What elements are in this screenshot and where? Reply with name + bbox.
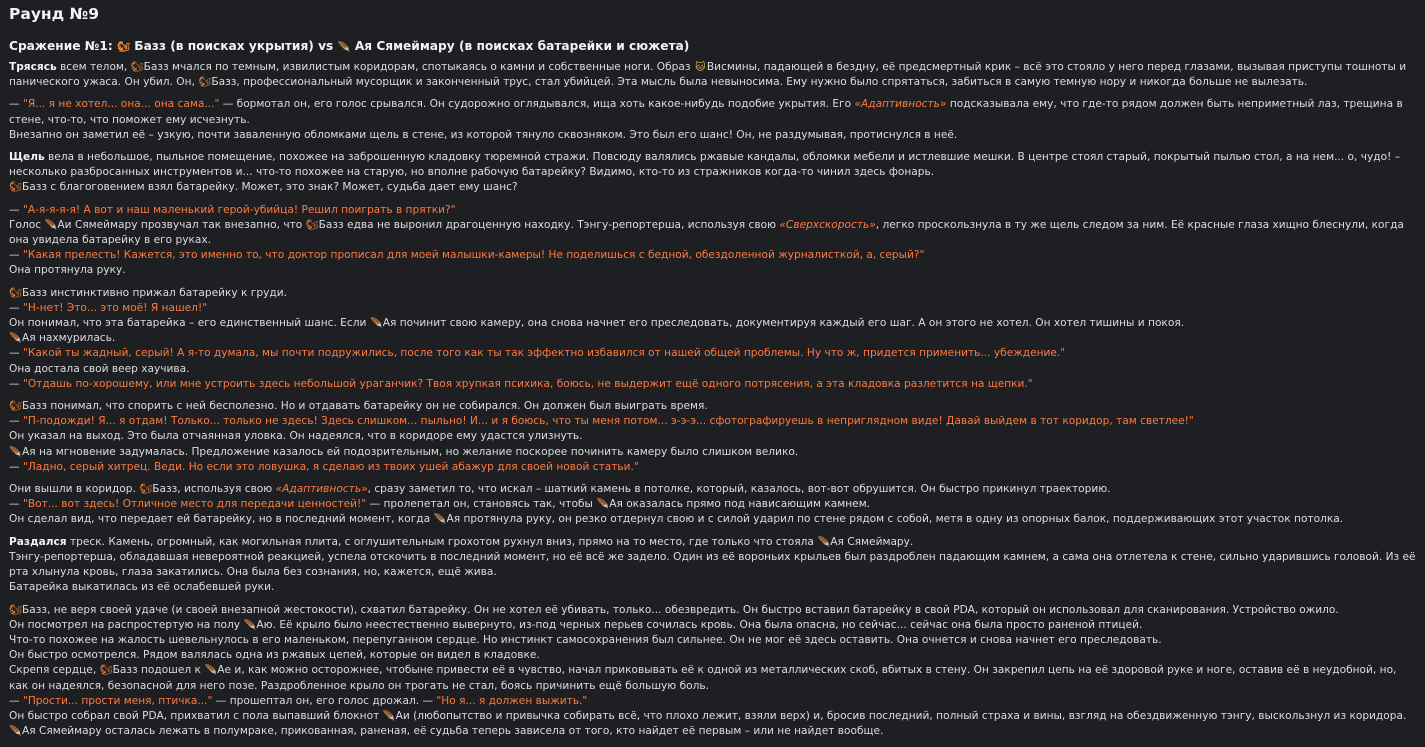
aya-icon: 🪶 <box>9 726 22 738</box>
text: Базз подошел к <box>112 664 205 677</box>
buzz-icon: 🐿 <box>139 484 153 496</box>
quote: "Какой ты жадный, серый! А я-то думала, мы почти подружились, после того как ты так эффектно избавился от нашей общей проблемы. Ну что ж, придется применить... убеждение." <box>22 347 1066 360</box>
quote: "П-подожди! Я... я отдам! Только... только не здесь! Здесь слишком... пыльно! И... и я боюсь, что ты меня потом... э-э-э... сфотографируешь в неприглядном виде! Давай выйдем в тот коридор, там светлее!" <box>22 415 1194 428</box>
page-title: Раунд №9 <box>9 5 99 23</box>
paragraph: 🐿Базз, не веря своей удаче (и своей внезапной жестокости), схватил батарейку. Он не хотел её убивать, только... обезвредить. Он быстро вставил батарейку в свой PDA, который он использовал для сканирования. Устройство ожило. Он посмотрел на распростертую на полу 🪶Аю. Её крыло было неестественно вывернуто, из-под черных перьев сочилась кровь. Она была опасна, но сейчас... сейчас она была просто раненой птицей. Что-то похожее на жалость шевельнулось в его маленьком, перепуганном сердце. Но инстинкт самосохранения был сильнее. Он не мог её здесь оставить. Она очнется и снова начнет его преследовать. Он быстро осмотрелся. Рядом валялась одна из ржавых цепей, которые он видел в кладовке. Скрепя сердце, 🐿Базз подошел к 🪶Ае и, как можно осторожнее, чтобыне привести её в чувство, начал приковывать её к одной из металлических скоб, вбитых в стену. Он закрепил цепь на её здоровой руке и ноге, оставив её в неудобной, но, как он надеялся, безопасной для него позе. Раздробленное крыло он трогать не стал, боясь причинить ещё большую боль. — "Прости... прости меня, птичка..." — прошептал он, его голос дрожал. — "Но я... я должен выжить." Он быстро собрал свой PDA, прихватил с пола выпавший блокнот 🪶Аи (любопытство и привычка собирать всё, что плохо лежит, взяли верх) и, бросив последний, полный страха и вины, взгляд на обездвиженную тэнгу, выскользнул из коридора. 🪶Ая Сямеймару осталась лежать в полумраке, прикованная, раненая, её судьба теперь зависела от того, кто найдет её первым – или не найдет вообще. <box>9 603 1417 740</box>
ability-name: «Адаптивность» <box>275 483 368 496</box>
text: Она достала свой веер хаучива. <box>9 362 190 375</box>
text: — <box>9 203 23 216</box>
text: Скрепя сердце, <box>9 664 100 677</box>
bold-lead: Раздался <box>9 535 67 548</box>
text: треск. Камень, огромный, как могильная плита, с оглушительным грохотом рухнул вниз, прямо на то место, где только что стояла <box>66 535 818 548</box>
fighter1-name: Базз (в поисках укрытия) <box>134 39 314 53</box>
quote: "Но я... я должен выжить." <box>436 694 588 707</box>
text: Аю. Её крыло было неестественно вывернуто, из-под черных перьев сочилась кровь. Она была опасна, но сейчас... сейчас она была просто раненой птицей. <box>256 618 1143 631</box>
text: — прошептал он, его голос дрожал. — <box>212 694 437 707</box>
paragraph: — "А-я-я-я-я! А вот и наш маленький герой-убийца! Решил поиграть в прятки?" Голос 🪶Аи Сямеймару прозвучал так внезапно, что 🐿Базз едва не выронил драгоценную находку. Тэнгу-репортерша, используя свою «Сверхскорость», легко проскользнула в ту же щель следом за ним. Её красные глаза хищно блеснули, когда она увидела батарейку в его руках. — "Какая прелесть! Кажется, это именно то, что доктор прописал для моей малышки-камеры! Не поделишься с бедной, обездоленной журналисткой, а, серый?" Она протянула руку. <box>9 203 1417 279</box>
text: — пролепетал он, становясь так, чтобы <box>366 498 597 511</box>
text: Она протянула руку. <box>9 264 126 277</box>
battle-heading <box>9 38 1417 56</box>
text: Он быстро собрал свой PDA, прихватил с пола выпавший блокнот <box>9 709 383 722</box>
text: Аи Сямеймару прозвучал так внезапно, что <box>57 218 306 231</box>
bold-lead: Щель <box>9 151 45 164</box>
paragraph: 🐿Базз инстинктивно прижал батарейку к груди. — "Н-нет! Это... это моё! Я нашел!" Он понимал, что эта батарейка – его единственный шанс. Если 🪶Ая починит свою камеру, она снова начнет его преследовать, документируя каждый его шаг. А он этого не хотел. Он хотел тишины и покоя. 🪶Ая нахмурилась. — "Какой ты жадный, серый! А я-то думала, мы почти подружились, после того как ты так эффектно избавился от нашей общей проблемы. Ну что ж, придется применить... убеждение." Она достала свой веер хаучива. — "Отдашь по-хорошему, или мне устроить здесь небольшой ураганчик? Твоя хрупкая психика, боюсь, не выдержит ещё одного потрясения, а эта кладовка разлетится на щепки." <box>9 286 1417 392</box>
text: Он быстро осмотрелся. Рядом валялась одна из ржавых цепей, которые он видел в кладовке. <box>9 649 540 662</box>
buzz-icon: 🐿 <box>130 62 144 73</box>
quote: "Прости... прости меня, птичка..." <box>22 694 213 707</box>
buzz-icon: 🐿 <box>305 219 319 231</box>
text: Ае и, как можно осторожнее, чтобыне привести её в чувство, начал приковывать её к одной из металлических скоб, вбитых в стену. Он закрепил цепь на её здоровой руке и ноге, оставив её в неудобной, но, как он надеялся, безопасной для него позе. Раздробленное крыло он трогать не стал, боясь причинить ещё большую боль. <box>9 664 1397 692</box>
text: Базз мчался по темным, извилистым коридорам, спотыкаясь о камни и собственные ноги. Образ <box>143 61 694 73</box>
buzz-icon: 🐿 <box>99 665 113 677</box>
aya-icon: 🪶 <box>204 665 218 677</box>
text: Ая на мгновение задумалась. Предложение казалось ей подозрительным, но желание поскорее починить камеру было слишком велико. <box>22 445 799 458</box>
quote: "Отдашь по-хорошему, или мне устроить здесь небольшой ураганчик? Твоя хрупкая психика, боюсь, не выдержит ещё одного потрясения, а эта кладовка разлетится на щепки." <box>22 377 1033 390</box>
wismina-icon: 🐱 <box>695 62 706 73</box>
paragraph <box>9 60 1417 90</box>
quote: "Я... я не хотел... она... она сама..." <box>22 98 220 111</box>
buzz-icon: 🐿 <box>117 42 130 53</box>
buzz-icon: 🐿 <box>9 604 22 616</box>
text: Базз понимал, что спорить с ней бесполезно. Но и отдавать батарейку он не собирался. Он должен был выиграть время. <box>22 400 708 413</box>
aya-icon: 🪶 <box>9 446 22 458</box>
aya-icon: 🪶 <box>817 536 831 548</box>
paragraph <box>9 535 1417 596</box>
paragraph <box>9 150 1417 196</box>
paragraph: 🐿Базз понимал, что спорить с ней бесполезно. Но и отдавать батарейку он не собирался. Он должен был выиграть время. — "П-подожди! Я... я отдам! Только... только не здесь! Здесь слишком... пыльно! И... и я боюсь, что ты меня потом... э-э-э... сфотографируешь в неприглядном виде! Давай выйдем в тот коридор, там светлее!" Он указал на выход. Это была отчаянная уловка. Он надеялся, что в коридоре ему удастся улизнуть. 🪶Ая на мгновение задумалась. Предложение казалось ей подозрительным, но желание поскорее починить камеру было слишком велико. — "Ладно, серый хитрец. Веди. Но если это ловушка, я сделаю из твоих ушей абажур для своей новой статьи." <box>9 399 1417 475</box>
fighter2-name: Ая Сямеймару (в поисках батарейки и сюжета) <box>354 39 690 53</box>
text: Базз с благоговением взял батарейку. Может, это знак? Может, судьба дает ему шанс? <box>22 181 518 194</box>
quote: "Вот... вот здесь! Отличное место для передачи ценностей!" <box>22 498 367 511</box>
ability-name: «Адаптивность» <box>854 98 947 111</box>
text: Базз, используя свою <box>152 483 276 496</box>
buzz-icon: 🐿 <box>9 182 22 194</box>
paragraph: Они вышли в коридор. 🐿Базз, используя свою «Адаптивность», сразу заметил то, что искал – шаткий камень в потолке, который, казалось, вот-вот обрушится. Он быстро прикинул траекторию. — "Вот... вот здесь! Отличное место для передачи ценностей!" — пролепетал он, становясь так, чтобы 🪶Ая оказалась прямо под нависающим камнем. Он сделал вид, что передает ей батарейку, но в последний момент, когда 🪶Ая протянула руку, он резко отдернул свою и с силой ударил по стене рядом с собой, метя в одну из опорных балок, поддерживающих этот участок потолка. <box>9 482 1417 528</box>
text: — бормотал он, его голос срывался. Он судорожно оглядывался, ища хоть какое-нибудь подобие укрытия. Его <box>219 98 855 111</box>
aya-icon: 🪶 <box>370 318 383 330</box>
text: Ая починит свою камеру, она снова начнет его преследовать, документируя каждый его шаг. А он этого не хотел. Он хотел тишины и покоя. <box>382 317 1185 330</box>
text: Он посмотрел на распростертую на полу <box>9 618 244 631</box>
text: Ая протянула руку, он резко отдернул свою и с силой ударил по стене рядом с собой, метя в одну из опорных балок, поддерживающих этот участок потолка. <box>446 513 1344 526</box>
aya-icon: 🪶 <box>382 710 396 722</box>
text: Базз, не веря своей удаче (и своей внезапной жестокости), схватил батарейку. Он не хотел её убивать, только... обезвредить. Он быстро вставил батарейку в свой PDA, который он использовал для сканирования. Устройство ожило. <box>22 603 1339 616</box>
quote: "Ладно, серый хитрец. Веди. Но если это ловушка, я сделаю из твоих ушей абажур для своей новой статьи." <box>22 460 639 473</box>
text: Базз инстинктивно прижал батарейку к груди. <box>22 286 287 299</box>
vs-label: vs <box>318 39 334 53</box>
text: — <box>9 98 23 111</box>
text: Он понимал, что эта батарейка – его единственный шанс. Если <box>9 317 370 330</box>
paragraph <box>9 97 1417 143</box>
buzz-icon: 🐿 <box>198 77 212 89</box>
text: Он указал на выход. Это была отчаянная уловка. Он надеялся, что в коридоре ему удастся улизнуть. <box>9 430 583 443</box>
text: вела в небольшое, пыльное помещение, похожее на заброшенную кладовку тюремной стражи. Повсюду валялись ржавые кандалы, обломки мебели и истлевшие мешки. В центре стоял старый, покрытый пылью стол, а на нем... о, чудо! – несколько разбросанных инструментов и... что-то похожее на старую, но вполне рабочую батарейку? Видимо, кто-то из стражников когда-то чинил здесь фонарь. <box>9 151 1400 179</box>
bold-lead: Трясясь <box>9 61 57 73</box>
aya-icon: 🪶 <box>337 42 351 53</box>
text: , сразу заметил то, что искал – шаткий камень в потолке, который, казалось, вот-вот обрушится. Он быстро прикинул траекторию. <box>367 483 1111 496</box>
text: Они вышли в коридор. <box>9 483 140 496</box>
aya-icon: 🪶 <box>44 219 58 231</box>
battle-label: Сражение №1: <box>9 39 113 53</box>
buzz-icon: 🐿 <box>9 287 22 299</box>
aya-icon: 🪶 <box>243 619 257 631</box>
text: Батарейка выкатилась из её ослабевшей руки. <box>9 581 275 594</box>
text: Базз едва не выронил драгоценную находку. Тэнгу-репортерша, используя свою <box>318 218 780 231</box>
aya-icon: 🪶 <box>596 499 609 511</box>
text: Он сделал вид, что передает ей батарейку, но в последний момент, когда <box>9 513 434 526</box>
text: Внезапно он заметил её – узкую, почти заваленную обломками щель в стене, из которой тянуло сквозняком. Это был его шанс! Он, не раздумывая, протиснулся в неё. <box>9 128 958 141</box>
quote: "Какая прелесть! Кажется, это именно то, что доктор прописал для моей малышки-камеры! Не поделишься с бедной, обездоленной журналисткой, а, серый?" <box>22 249 925 262</box>
text: Базз, профессиональный мусорщик и законченный трус, стал убийцей. Эта мысль была невыносима. Ему нужно было спрятаться, забиться в самую темную нору и никогда больше не вылезать. <box>211 76 1308 89</box>
text: Голос <box>9 218 45 231</box>
text: Ая Сямеймару осталась лежать в полумраке, прикованная, раненая, её судьба теперь зависела от того, кто найдет её первым – или не найдет вообще. <box>22 725 884 738</box>
quote: "Н-нет! Это... это моё! Я нашел!" <box>22 301 208 314</box>
ability-name: «Сверхскорость» <box>779 218 876 231</box>
quote: "А-я-я-я-я! А вот и наш маленький герой-убийца! Решил поиграть в прятки?" <box>22 203 456 216</box>
buzz-icon: 🐿 <box>9 401 22 413</box>
aya-icon: 🪶 <box>9 333 22 345</box>
text: всем телом, <box>56 61 131 73</box>
text: Что-то похожее на жалость шевельнулось в его маленьком, перепуганном сердце. Но инстинкт самосохранения был сильнее. Он не мог её здесь оставить. Она очнется и снова начнет его преследовать. <box>9 633 1162 646</box>
text: Ая нахмурилась. <box>22 332 116 345</box>
text: Ая Сямеймару. <box>830 535 914 548</box>
text: Тэнгу-репортерша, обладавшая невероятной реакцией, успела отскочить в последний момент, но её всё же задело. Один из её вороньих крыльев был раздроблен падающим камнем, а сама она отлетела к стене, сильно ударившись головой. Из её рта хлынула кровь, глаза закатились. Она была без сознания, но, кажется, ещё жива. <box>9 550 1416 579</box>
text: Аи (любопытство и привычка собирать всё, что плохо лежит, взяли верх) и, бросив последний, полный страха и вины, взгляд на обездвиженную тэнгу, выскользнул из коридора. <box>395 709 1407 722</box>
text: подсказывала ему, что где-то рядом должен быть неприметный лаз, трещина в стене, что-то, что поможет ему исчезнуть. <box>9 98 1403 126</box>
text: Ая оказалась прямо под нависающим камнем. <box>609 498 871 511</box>
text: Висмины, падающей в бездну, её предсмертный крик – всё это стояло у него перед глазами, вызывая приступы тошноты и панического ужаса. Он убил. Он, <box>9 61 1407 89</box>
text: , легко проскользнула в ту же щель следом за ним. Её красные глаза хищно блеснули, когда она увидела батарейку в его руках. <box>9 218 1404 247</box>
aya-icon: 🪶 <box>433 514 447 526</box>
